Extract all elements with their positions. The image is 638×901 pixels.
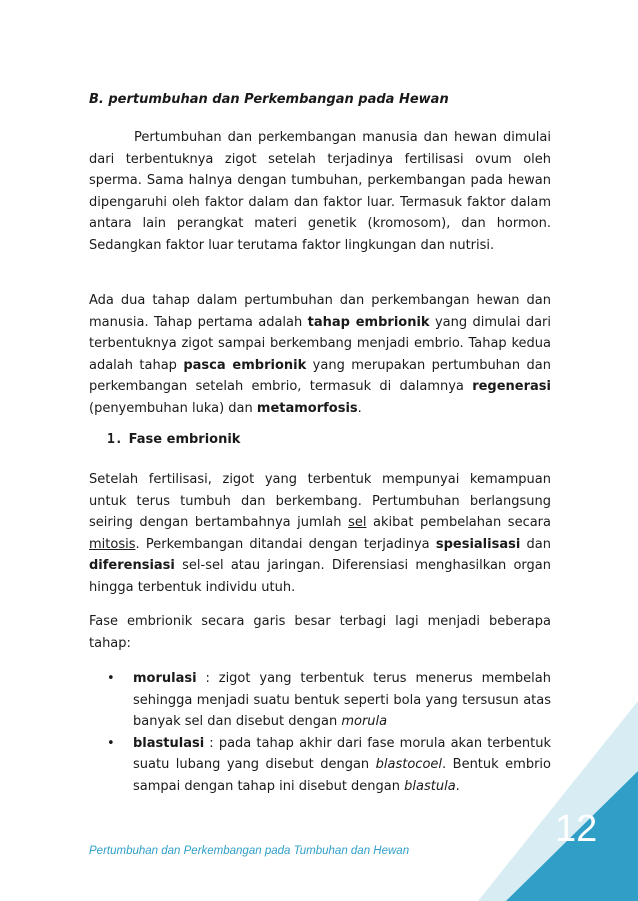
paragraph-phases-intro: Fase embrionik secara garis besar terbagi lagi menjadi beberapa tahap: (89, 614, 551, 651)
paragraph-fertilization: Setelah fertilisasi, zigot yang terbentuk mempunyai kemampuan untuk terus tumbuh dan berkembang. Pertumbuhan berlangsung seiring dengan bertambahnya jumlah sel akibat pembelahan secara mitosis. Perkembangan ditandai dengan terjadinya spesialisasi dan diferensiasi sel-sel atau jaringan. Diferensiasi menghasilkan organ hingga terbentuk individu utuh. (89, 472, 551, 595)
subheading-number: 1. (107, 432, 123, 447)
link-sel[interactable]: sel (348, 515, 367, 530)
paragraph-stages: Ada dua tahap dalam pertumbuhan dan perkembangan hewan dan manusia. Tahap pertama adalah tahap embrionik yang dimulai dari terbentuknya zigot sampai berkembang menjadi embrio. Tahap kedua adalah tahap pasca embrionik yang merupakan pertumbuhan dan perkembangan setelah embrio, termasuk di dalamnya regenerasi (penyembuhan luka) dan metamorfosis. (89, 293, 551, 416)
term-pasca-embrionik: pasca embrionik (183, 357, 307, 373)
term-tahap-embrionik: tahap embrionik (307, 314, 430, 330)
bullet-icon: • (107, 671, 115, 686)
section-heading: B. pertumbuhan dan Perkembangan pada Hewan (89, 92, 449, 107)
term-diferensiasi: diferensiasi (89, 558, 175, 573)
paragraph-intro: Pertumbuhan dan perkembangan manusia dan hewan dimulai dari terbentuknya zigot setelah terjadinya fertilisasi ovum oleh sperma. Sama halnya dengan tumbuhan, perkembangan pada hewan dipengaruhi oleh faktor dalam dan faktor luar. Termasuk faktor dalam antara lain perangkat materi genetik (kromosom), dan hormon. Sedangkan faktor luar terutama faktor lingkungan dan nutrisi. (89, 130, 551, 253)
term-blastulasi: blastulasi (133, 735, 205, 751)
list-item: • morulasi : zigot yang terbentuk terus menerus membelah sehingga menjadi suatu bentuk seperti bola yang tersusun atas banyak sel dan disebut dengan morula (89, 668, 551, 733)
term-morulasi: morulasi (133, 671, 197, 686)
subheading-label: Fase embrionik (128, 432, 241, 447)
subheading-fase-embrionik (107, 432, 240, 447)
page-number: 12 (555, 808, 598, 850)
link-mitosis[interactable]: mitosis (89, 536, 136, 552)
bullet-icon: • (107, 735, 115, 751)
term-metamorfosis: metamorfosis (256, 400, 358, 416)
phase-list (89, 668, 551, 797)
list-item: • blastulasi : pada tahap akhir dari fase morula akan terbentuk suatu lubang yang disebut dengan blastocoel. Bentuk embrio sampai dengan tahap ini disebut dengan blastula. (89, 733, 551, 798)
term-regenerasi: regenerasi (472, 379, 551, 394)
term-spesialisasi: spesialisasi (435, 536, 521, 552)
footer-title: Pertumbuhan dan Perkembangan pada Tumbuhan dan Hewan (89, 845, 410, 857)
